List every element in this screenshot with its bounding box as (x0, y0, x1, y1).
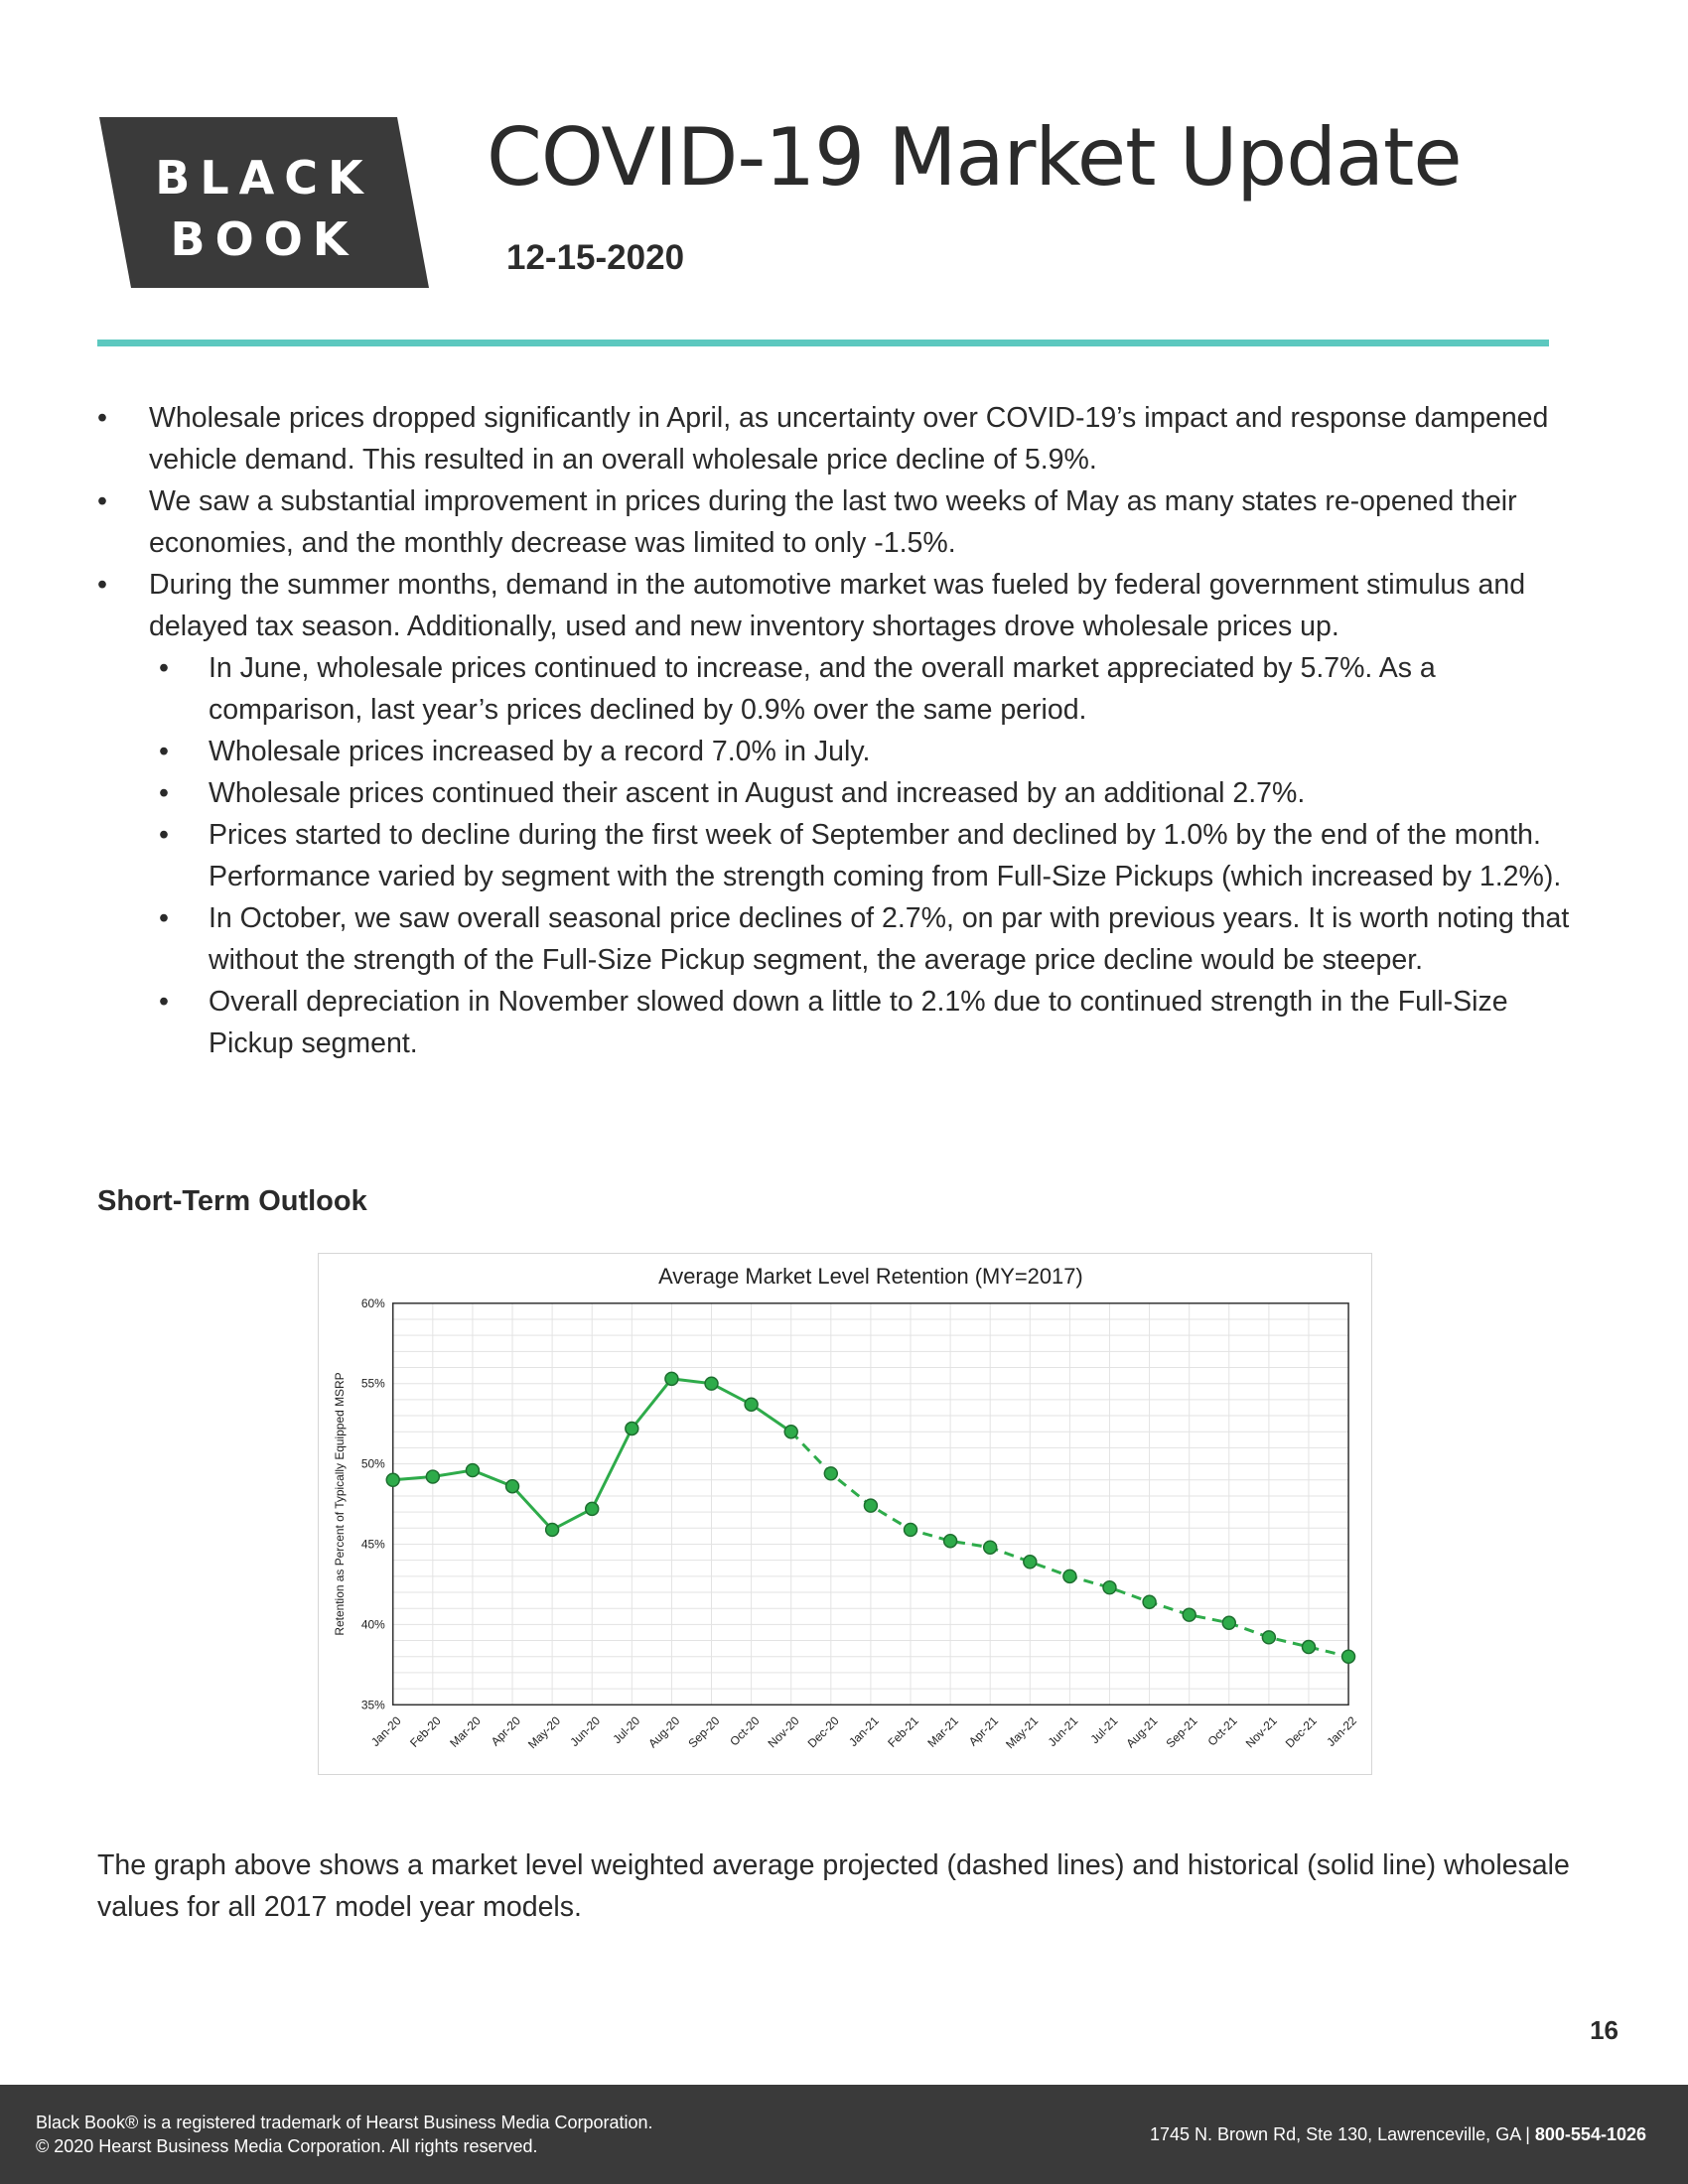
x-tick-label: Nov-20 (765, 1713, 802, 1751)
footer-contact (1150, 2124, 1646, 2145)
data-point (466, 1464, 479, 1477)
y-tick-label: 40% (360, 1617, 385, 1632)
bullet-text: In June, wholesale prices continued to increase, and the overall market appreciated by 5.7%. As a comparison, last year’s prices declined by 0.9% over the same period. (209, 652, 1436, 726)
page-footer (0, 2085, 1688, 2184)
logo-line-1: BLACK (155, 151, 373, 205)
data-point (1103, 1581, 1116, 1594)
x-tick-label: Dec-21 (1282, 1713, 1320, 1751)
x-tick-label: Mar-21 (924, 1713, 962, 1750)
data-point (386, 1473, 399, 1486)
footer-legal (36, 2111, 653, 2158)
footer-phone: 800-554-1026 (1534, 2124, 1646, 2144)
bullet-marker: • (97, 402, 107, 434)
x-tick-label: Mar-20 (447, 1713, 484, 1750)
x-tick-label: Jun-20 (567, 1713, 604, 1749)
logo-line-2: BOOK (170, 212, 358, 266)
data-point (1342, 1650, 1355, 1663)
x-tick-label: Sep-20 (685, 1713, 723, 1751)
x-tick-label: Apr-21 (965, 1713, 1002, 1749)
bullet-marker: • (159, 902, 169, 934)
x-tick-label: Jun-21 (1045, 1713, 1081, 1749)
bullet-item (97, 731, 1587, 772)
data-point (426, 1470, 439, 1483)
bullet-item (97, 647, 1587, 731)
x-tick-label: Apr-20 (488, 1713, 523, 1749)
bullet-marker: • (97, 485, 107, 517)
bullet-marker: • (159, 736, 169, 767)
y-tick-label: 55% (360, 1376, 385, 1391)
bullet-marker: • (97, 569, 107, 601)
chart-title: Average Market Level Retention (MY=2017) (658, 1263, 1083, 1289)
bullet-marker: • (159, 777, 169, 809)
x-tick-label: Dec-20 (804, 1713, 842, 1751)
footer-trademark: Black Book® is a registered trademark of Hearst Business Media Corporation. (36, 2113, 653, 2132)
page-title: COVID-19 Market Update (487, 111, 1462, 204)
page-number: 16 (1590, 2015, 1618, 2045)
data-point (1302, 1641, 1315, 1654)
x-tick-label: May-21 (1003, 1713, 1042, 1752)
retention-chart (318, 1253, 1372, 1775)
data-point (506, 1480, 519, 1493)
x-tick-label: Jan-21 (846, 1713, 882, 1749)
x-tick-label: Jan-20 (367, 1713, 404, 1749)
bullet-text: Overall depreciation in November slowed down a little to 2.1% due to continued strength in the Full-Size Pickup segment. (209, 986, 1508, 1059)
bullet-item (97, 397, 1587, 480)
bullet-text: We saw a substantial improvement in prices during the last two weeks of May as many states re-opened their economies, and the monthly decrease was limited to only -1.5%. (149, 485, 1517, 559)
bullet-text: In October, we saw overall seasonal price declines of 2.7%, on par with previous years. It is worth noting that without the strength of the Full-Size Pickup segment, the average price decline would be steeper. (209, 902, 1570, 976)
data-point (1262, 1631, 1275, 1644)
bullet-item (97, 897, 1587, 981)
data-point (745, 1398, 758, 1411)
x-tick-label: Sep-21 (1163, 1713, 1200, 1751)
x-tick-label: Feb-21 (885, 1713, 921, 1750)
report-date: 12-15-2020 (506, 238, 685, 277)
bullet-item (97, 564, 1587, 647)
bullet-item (97, 981, 1587, 1064)
data-point (1222, 1616, 1235, 1629)
x-tick-label: Oct-20 (727, 1713, 763, 1749)
data-point (864, 1499, 877, 1512)
x-tick-label: Aug-21 (1123, 1713, 1161, 1751)
bullet-text: Wholesale prices continued their ascent in August and increased by an additional 2.7%. (209, 777, 1306, 809)
x-tick-label: Jan-22 (1324, 1713, 1359, 1749)
x-tick-label: Jul-20 (610, 1713, 643, 1747)
data-point (824, 1467, 837, 1480)
bullet-item (97, 772, 1587, 814)
header-divider (97, 340, 1549, 346)
x-tick-label: Nov-21 (1242, 1713, 1280, 1751)
data-point (1143, 1595, 1156, 1608)
data-point (784, 1426, 797, 1438)
data-point (1063, 1570, 1076, 1582)
retention-chart-svg (319, 1254, 1371, 1774)
bullet-text: Wholesale prices dropped significantly in April, as uncertainty over COVID-19’s impact and response dampened vehicle demand. This resulted in an overall wholesale price decline of 5.9%. (149, 402, 1549, 476)
bullet-text: Wholesale prices increased by a record 7.0% in July. (209, 736, 871, 767)
data-point (1183, 1608, 1196, 1621)
x-tick-label: May-20 (524, 1713, 564, 1752)
black-book-logo (99, 117, 429, 288)
data-point (626, 1423, 638, 1435)
y-tick-label: 45% (360, 1537, 385, 1552)
y-tick-label: 35% (360, 1698, 385, 1712)
y-tick-label: 50% (360, 1456, 385, 1471)
data-point (546, 1523, 559, 1536)
data-point (665, 1372, 678, 1385)
data-point (1024, 1556, 1037, 1569)
bullet-marker: • (159, 652, 169, 684)
y-tick-label: 60% (360, 1296, 385, 1310)
x-tick-label: Aug-20 (645, 1713, 683, 1751)
data-point (984, 1541, 997, 1554)
data-point (905, 1523, 917, 1536)
x-tick-label: Jul-21 (1087, 1713, 1121, 1747)
section-heading: Short-Term Outlook (97, 1185, 367, 1217)
bullet-marker: • (159, 819, 169, 851)
bullet-item (97, 814, 1587, 897)
bullet-text: During the summer months, demand in the automotive market was fueled by federal government stimulus and delayed tax season. Additionally, used and new inventory shortages drove wholesale prices up. (149, 569, 1526, 642)
footer-address: 1745 N. Brown Rd, Ste 130, Lawrenceville, GA | (1150, 2124, 1535, 2144)
x-tick-label: Oct-21 (1204, 1713, 1240, 1749)
bullet-item (97, 480, 1587, 564)
bullet-list (97, 397, 1587, 1064)
chart-caption: The graph above shows a market level weighted average projected (dashed lines) and historical (solid line) wholesale values for all 2017 model year models. (97, 1849, 1570, 1923)
data-point (944, 1535, 957, 1548)
y-axis-label: Retention as Percent of Typically Equipped MSRP (332, 1372, 347, 1636)
x-tick-label: Feb-20 (407, 1713, 444, 1750)
logo-text (99, 147, 429, 270)
data-point (586, 1502, 599, 1515)
bullet-text: Prices started to decline during the first week of September and declined by 1.0% by the end of the month. Performance varied by segment with the strength coming from Full-Size Pickups (which increased by 1.2%). (209, 819, 1562, 892)
data-point (705, 1377, 718, 1390)
bullet-marker: • (159, 986, 169, 1018)
footer-copyright: © 2020 Hearst Business Media Corporation. All rights reserved. (36, 2136, 538, 2156)
